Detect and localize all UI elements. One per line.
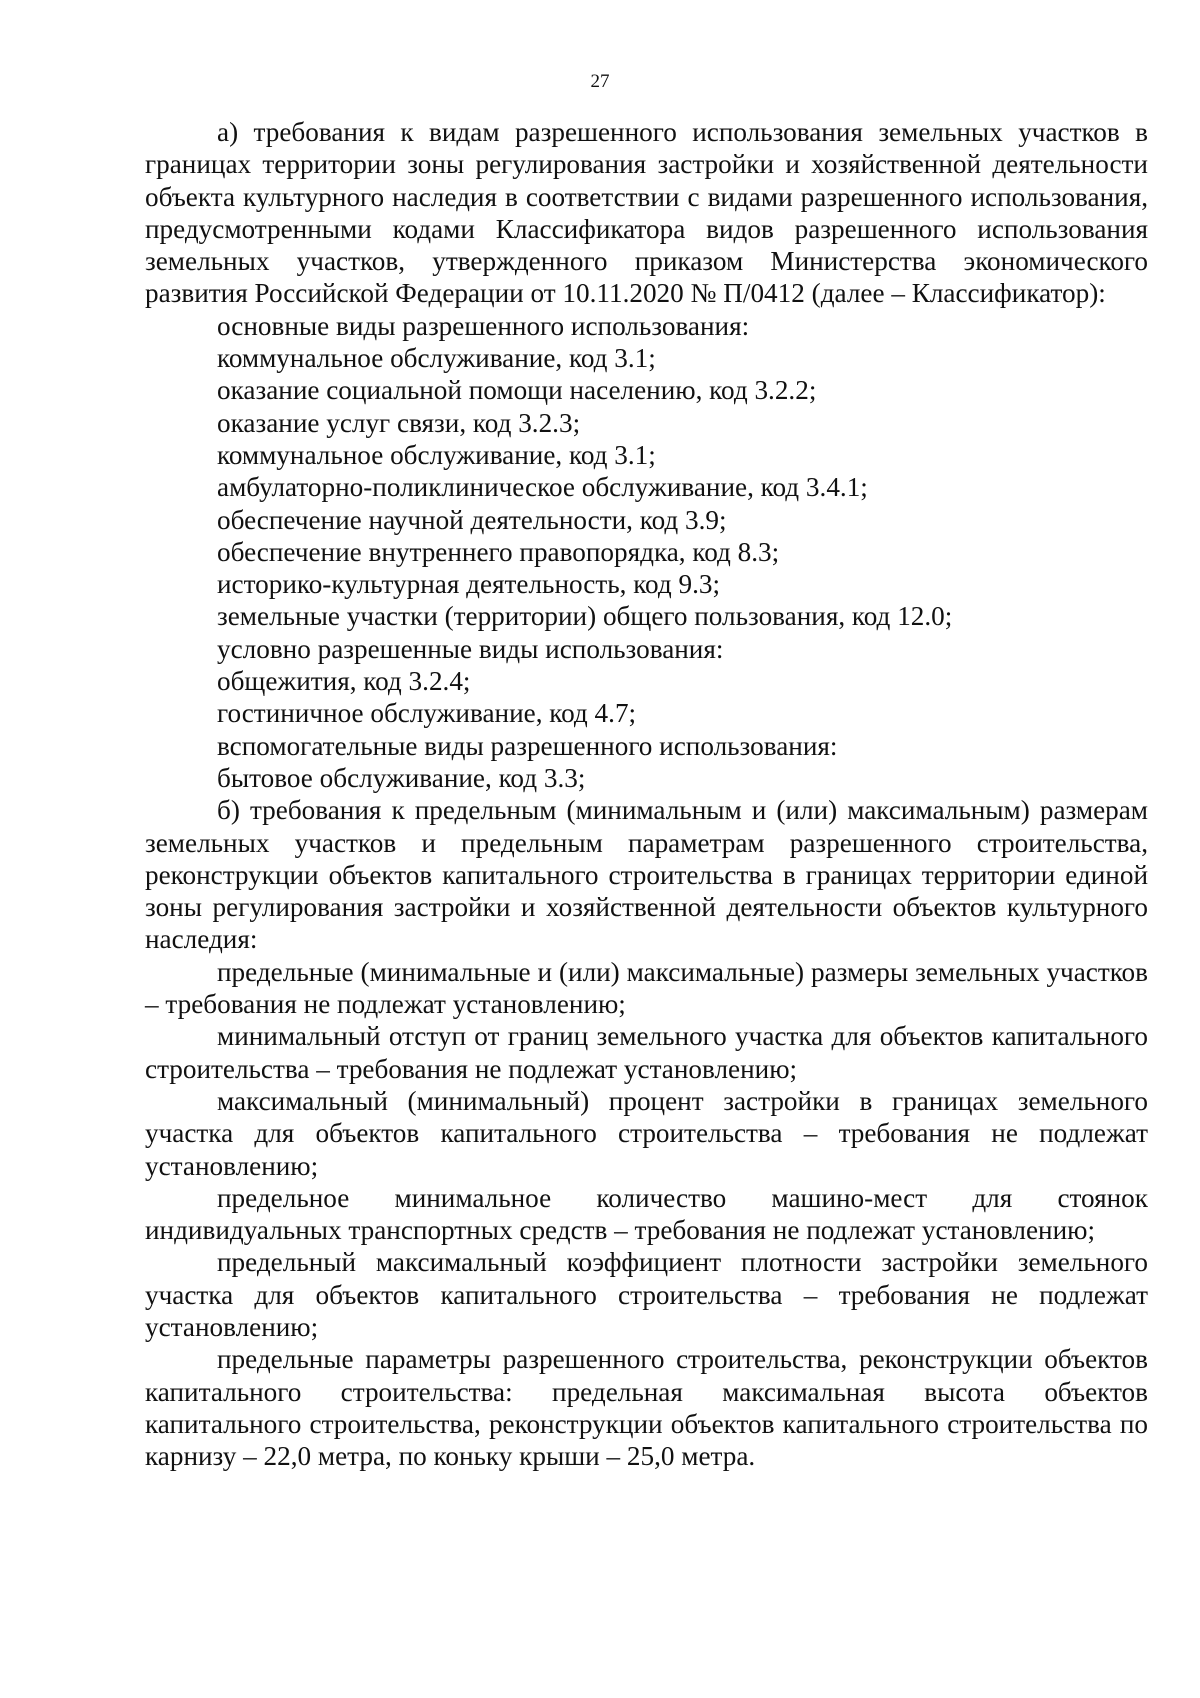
list-item: обеспечение внутреннего правопорядка, код 8.3;: [217, 536, 780, 567]
parameter-paragraph: предельные (минимальные и (или) максимальные) размеры земельных участков – требования не подлежат установлению;: [145, 956, 1148, 1020]
document-body: [145, 116, 1148, 1472]
list-heading-auxiliary-uses: вспомогательные виды разрешенного использования:: [217, 730, 838, 761]
list-item: амбулаторно-поликлиническое обслуживание, код 3.4.1;: [217, 472, 868, 503]
list-heading-conditional-uses: условно разрешенные виды использования:: [217, 633, 724, 664]
list-heading-main-uses: основные виды разрешенного использования:: [217, 310, 750, 341]
parameter-paragraph: максимальный (минимальный) процент застройки в границах земельного участка для объектов капитального строительства – требования не подлежат установлению;: [145, 1085, 1148, 1181]
list-item: общежития, код 3.2.4;: [217, 666, 471, 697]
list-item: бытовое обслуживание, код 3.3;: [217, 762, 586, 793]
list-item: коммунальное обслуживание, код 3.1;: [217, 343, 656, 374]
page-number: 27: [590, 71, 610, 92]
list-item: обеспечение научной деятельности, код 3.9;: [217, 504, 727, 535]
list-item: оказание услуг связи, код 3.2.3;: [217, 407, 581, 438]
list-item: историко-культурная деятельность, код 9.3;: [217, 569, 721, 600]
list-item: земельные участки (территории) общего пользования, код 12.0;: [217, 601, 953, 632]
parameter-paragraph: предельное минимальное количество машино-мест для стоянок индивидуальных транспортных средств – требования не подлежат установлению;: [145, 1182, 1148, 1246]
paragraph-b-intro: б) требования к предельным (минимальным и (или) максимальным) размерам земельных участков и предельным параметрам разрешенного строительства, реконструкции объектов капитального строительства в границах территории единой зоны регулирования застройки и хозяйственной деятельности объектов культурного наследия:: [145, 795, 1148, 955]
parameter-paragraph: минимальный отступ от границ земельного участка для объектов капитального строительства – требования не подлежат установлению;: [145, 1021, 1148, 1084]
parameter-paragraph: предельный максимальный коэффициент плотности застройки земельного участка для объектов капитального строительства – требования не подлежат установлению;: [145, 1247, 1148, 1342]
list-item: коммунальное обслуживание, код 3.1;: [217, 439, 656, 470]
parameter-paragraph: предельные параметры разрешенного строительства, реконструкции объектов капитального строительства: предельная максимальная высота объектов капитального строительства, реконструкции объектов капитального строительства по карнизу – 22,0 метра, по коньку крыши – 25,0 метра.: [145, 1344, 1148, 1472]
paragraph-a-intro: а) требования к видам разрешенного использования земельных участков в границах территории зоны регулирования застройки и хозяйственной деятельности объекта культурного наследия в соответствии с видами разрешенного использования, предусмотренными кодами Классификатора видов разрешенного использования земельных участков, утвержденного приказом Министерства экономического развития Российской Федерации от 10.11.2020 № П/0412 (далее – Классификатор):: [145, 117, 1148, 309]
list-item: оказание социальной помощи населению, код 3.2.2;: [217, 375, 817, 406]
list-item: гостиничное обслуживание, код 4.7;: [217, 698, 637, 729]
